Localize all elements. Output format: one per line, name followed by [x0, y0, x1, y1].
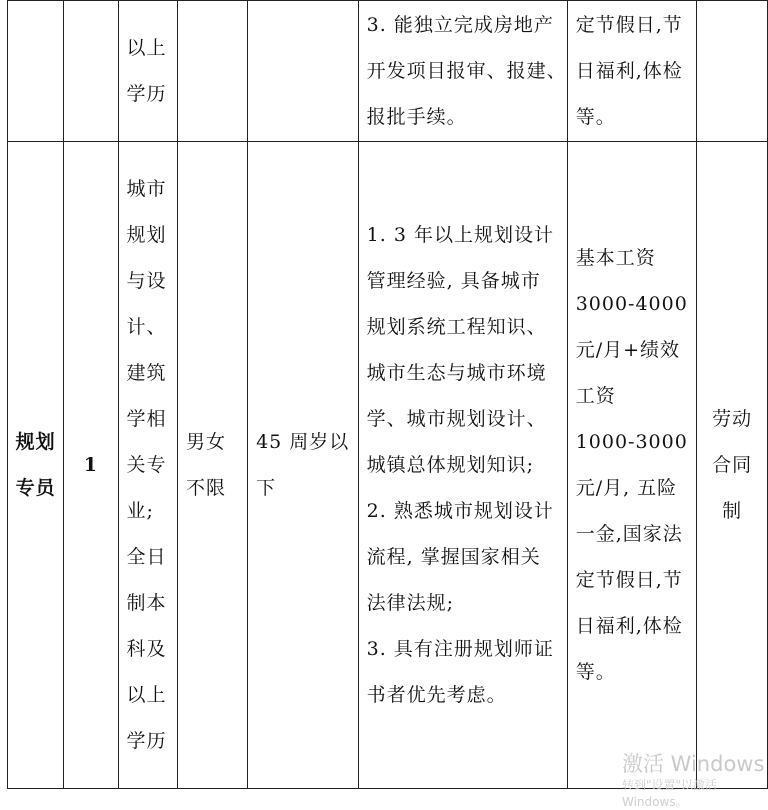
cell-line: 关专: [126, 454, 167, 476]
cell-line: 合同: [712, 454, 753, 476]
benefits-cell: [567, 142, 697, 789]
count-cell: [64, 1, 118, 142]
cell-line: 规划: [126, 224, 167, 246]
cell-line: 男女: [186, 431, 227, 453]
recruitment-table: [7, 0, 768, 789]
requirements-cell: [358, 142, 567, 789]
cell-line: 科及: [126, 638, 167, 660]
cell-line: 3. 具有注册规划师证: [366, 638, 554, 660]
cell-line: 1. 3 年以上规划设计: [366, 224, 554, 246]
cell-line: 报批手续。: [366, 106, 467, 128]
activation-watermark-subtitle: 转到"设置"以激活 Windows。: [622, 778, 718, 809]
cell-line: 元/月, 五险: [575, 477, 678, 499]
cell-line: 等。: [575, 106, 616, 128]
benefits-cell: [567, 1, 697, 142]
cell-line: 一金,国家法: [575, 523, 683, 545]
cell-line: 下: [256, 477, 277, 499]
cell-line: 计、: [126, 316, 167, 338]
cell-line: 元/月+绩效: [575, 339, 681, 361]
requirements-cell: [358, 1, 567, 142]
age-cell: [248, 142, 359, 789]
cell-line: 业;: [126, 500, 154, 522]
cell-line: 3000-4000: [575, 293, 688, 315]
cell-line: 基本工资: [575, 247, 656, 269]
count-cell: [64, 142, 118, 789]
cell-line: 以上: [126, 684, 167, 706]
cell-line: 全日: [126, 546, 167, 568]
cell-line: 规划: [15, 431, 56, 453]
count-value: 1: [83, 454, 99, 476]
cell-line: 制本: [126, 592, 167, 614]
cell-line: 1000-3000: [575, 431, 688, 453]
table-row: [8, 142, 768, 789]
cell-line: 学、城市规划设计、: [366, 408, 547, 430]
cell-line: 城市: [126, 178, 167, 200]
cell-line: 学相: [126, 408, 167, 430]
cell-line: 规划系统工程知识、: [366, 316, 547, 338]
gender-cell: [178, 1, 248, 142]
cell-line: 管理经验, 具备城市: [366, 270, 541, 292]
contract-cell: [697, 1, 768, 142]
cell-line: 城镇总体规划知识;: [366, 454, 535, 476]
cell-line: 不限: [186, 477, 227, 499]
gender-cell: [178, 142, 248, 789]
cell-line: 书者优先考虑。: [366, 684, 507, 706]
cell-line: 专员: [15, 477, 56, 499]
position-cell: [8, 142, 64, 789]
cell-line: 开发项目报审、报建、: [366, 60, 567, 82]
cell-line: 定节假日,节: [575, 569, 683, 591]
cell-line: 劳动: [712, 408, 753, 430]
cell-line: 以上: [126, 37, 167, 59]
table-row: [8, 1, 768, 142]
activation-watermark-title: 激活 Windows: [622, 752, 765, 776]
cell-line: 学历: [126, 730, 167, 752]
education-cell: [118, 1, 178, 142]
cell-line: 制: [722, 500, 743, 522]
cell-line: 等。: [575, 661, 616, 683]
cell-line: 日福利,体检: [575, 60, 683, 82]
cell-line: 与设: [126, 270, 167, 292]
cell-line: 建筑: [126, 362, 167, 384]
cell-line: 45 周岁以: [256, 431, 350, 453]
cell-line: 城市生态与城市环境: [366, 362, 547, 384]
cell-line: 流程, 掌握国家相关: [366, 546, 541, 568]
education-cell: [118, 142, 178, 789]
cell-line: 工资: [575, 385, 616, 407]
cell-line: 定节假日,节: [575, 14, 683, 36]
position-cell: [8, 1, 64, 142]
age-cell: [248, 1, 359, 142]
cell-line: 3. 能独立完成房地产: [366, 14, 554, 36]
cell-line: 法律法规;: [366, 592, 455, 614]
cell-line: 2. 熟悉城市规划设计: [366, 500, 554, 522]
cell-line: 学历: [126, 83, 167, 105]
cell-line: 日福利,体检: [575, 615, 683, 637]
contract-cell: [697, 142, 768, 789]
